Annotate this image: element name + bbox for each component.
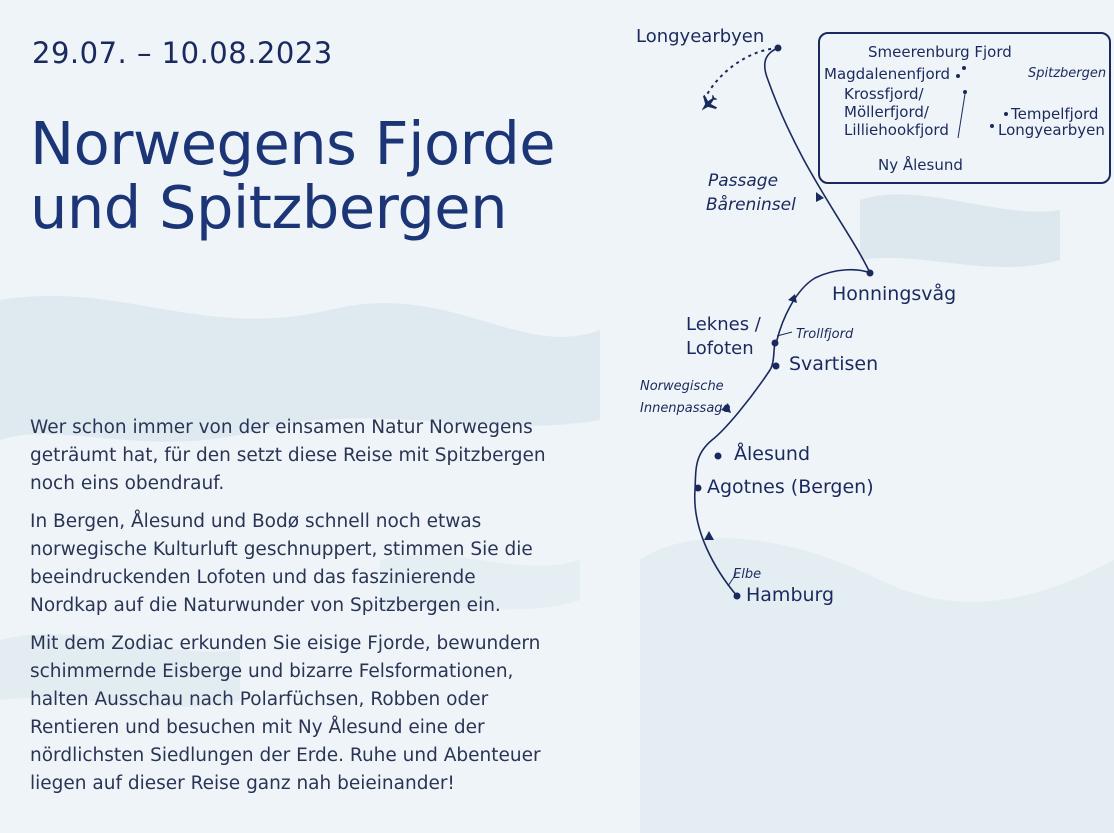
label-hamburg: Hamburg (746, 584, 835, 606)
label-svartisen: Svartisen (789, 353, 879, 375)
inset-smeerenburg: Smeerenburg Fjord (868, 43, 1012, 61)
label-elbe: Elbe (733, 567, 762, 582)
inset-krossfjord-3: Lilliehookfjord (844, 121, 949, 139)
port-dot-svartisen (773, 363, 780, 370)
port-dot-longyearbyen (775, 45, 782, 52)
paragraph-3: Mit dem Zodiac erkunden Sie eisige Fjorde, bewundern schimmernde Eisberge und bizarre Felsformationen, halten Ausschau nach Polarfüchsen, Robben oder Rentieren und besuchen mit Ny Ålesund eine der nördlichsten Siedlungen der Erde. Ruhe und Abenteuer liegen auf dieser Reise ganz nah beieinander! (30, 633, 541, 794)
paragraph-1: Wer schon immer von der einsamen Natur Norwegens geträumt hat, für den setzt diese Reise mit Spitzbergen noch eins obendrauf. (30, 417, 546, 494)
date-range: 29.07. – 10.08.2023 (32, 36, 333, 70)
inset-tempelfjord: Tempelfjord (1011, 105, 1099, 123)
label-longyearbyen: Longyearbyen (636, 26, 765, 47)
airplane-icon (695, 91, 721, 117)
label-baren-2: Båreninsel (706, 195, 796, 215)
route-arrow (704, 531, 714, 540)
label-trollfjord: Trollfjord (796, 327, 854, 342)
label-honningsvag: Honningsvåg (832, 283, 957, 305)
label-agotnes: Agotnes (Bergen) (707, 476, 874, 498)
paragraph-2: In Bergen, Ålesund und Bodø schnell noch etwas norwegische Kulturluft geschnuppert, stimmen Sie die beeindruckenden Lofoten und das faszinierende Nordkap auf die Naturwunder von Spitzbergen ein. (30, 511, 533, 616)
port-dot-alesund (715, 453, 722, 460)
label-innen-2: Innenpassage (640, 401, 731, 416)
title-line-1: Norwegens Fjorde (30, 109, 556, 178)
port-dot-hamburg (734, 593, 741, 600)
intro-text (30, 414, 550, 808)
inset-spitzbergen: Spitzbergen (1028, 66, 1107, 81)
port-dot-honningsvag (867, 270, 874, 277)
inset-longyearbyen: Longyearbyen (998, 121, 1105, 139)
inset-magdalenen: Magdalenenfjord (824, 65, 951, 83)
inset-krossfjord-2: Möllerfjord/ (844, 103, 929, 121)
title-line-2: und Spitzbergen (30, 173, 508, 242)
inset-ny-alesund: Ny Ålesund (878, 156, 963, 174)
label-leknes-1: Leknes / (686, 314, 761, 335)
page-title (30, 109, 556, 242)
inset-krossfjord-1: Krossfjord/ (844, 85, 924, 103)
spitzbergen-inset-frame (818, 32, 1111, 184)
label-baren-1: Passage (708, 171, 779, 191)
port-dot-leknes (772, 340, 779, 347)
label-alesund: Ålesund (734, 443, 811, 465)
port-dot-agotnes (695, 485, 702, 492)
label-leknes-2: Lofoten (686, 338, 754, 359)
label-innen-1: Norwegische (640, 379, 724, 394)
